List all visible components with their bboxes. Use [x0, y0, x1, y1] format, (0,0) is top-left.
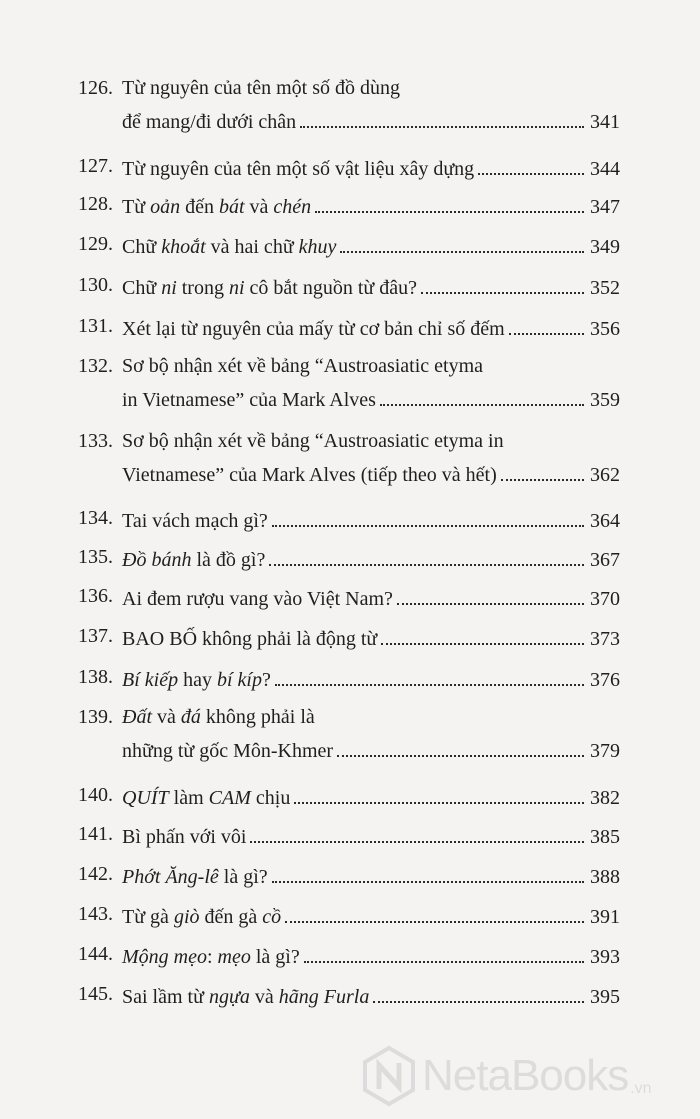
entry-title-line1	[122, 706, 315, 729]
italic-term: Mộng mẹo	[122, 946, 207, 968]
toc-line	[0, 585, 700, 613]
netabooks-logo-icon	[362, 1045, 416, 1107]
entry-number: 137.	[78, 625, 113, 647]
entry-title	[122, 906, 281, 929]
dot-leader	[501, 461, 584, 481]
title-text: Sai lầm từ	[122, 986, 209, 1008]
title-text: Chữ	[122, 236, 162, 258]
entry-title: Ai đem rượu vang vào Việt Nam?	[122, 588, 393, 610]
page-number: 391	[590, 906, 620, 928]
entry-title-row	[122, 823, 620, 849]
entry-number: 131.	[78, 315, 113, 337]
title-text: Từ gà	[122, 906, 174, 928]
title-text: Từ	[122, 196, 151, 218]
page-number: 393	[590, 946, 620, 968]
toc-line	[0, 625, 700, 653]
entry-title	[122, 236, 336, 259]
toc-line	[0, 108, 700, 136]
entry-title	[122, 946, 300, 969]
entry-title-row	[122, 108, 620, 134]
dot-leader	[380, 386, 584, 406]
entry-title-row	[122, 666, 620, 692]
entry-number: 140.	[78, 784, 113, 806]
entry-title-row	[122, 737, 620, 763]
entry-title-row	[122, 507, 620, 533]
entry-title-row	[122, 943, 620, 969]
title-text: làm	[168, 787, 209, 809]
dot-leader	[397, 585, 584, 605]
page-number: 370	[590, 588, 620, 610]
title-text: là gì?	[218, 866, 268, 888]
page-number: 373	[590, 628, 620, 650]
toc-line	[0, 863, 700, 891]
page-number: 352	[590, 277, 620, 299]
page-number: 347	[590, 196, 620, 218]
page-number: 362	[590, 464, 620, 486]
title-text: cô bắt nguồn từ đâu?	[244, 277, 417, 299]
title-text: trong	[176, 277, 229, 299]
entry-number: 136.	[78, 585, 113, 607]
entry-title	[122, 549, 265, 572]
italic-term: bát	[218, 196, 245, 218]
page-number: 367	[590, 549, 620, 571]
title-text: không phải là	[200, 706, 315, 728]
dot-leader	[304, 943, 584, 963]
entry-number: 129.	[78, 233, 113, 255]
entry-title-row	[122, 386, 620, 412]
entry-number: 139.	[78, 706, 113, 728]
dot-leader	[315, 193, 584, 213]
toc-line	[0, 546, 700, 574]
dot-leader	[300, 108, 584, 128]
page-number: 344	[590, 158, 620, 180]
entry-number: 141.	[78, 823, 113, 845]
entry-number: 134.	[78, 507, 113, 529]
watermark-brand: NetaBooks	[422, 1051, 629, 1100]
italic-term: giò	[173, 906, 200, 928]
entry-number: 144.	[78, 943, 113, 965]
entry-title	[122, 986, 369, 1009]
toc-line	[0, 903, 700, 931]
italic-term: ni	[161, 277, 177, 299]
toc-line	[0, 943, 700, 971]
entry-title	[122, 787, 290, 810]
page-number: 356	[590, 318, 620, 340]
entry-title-row	[122, 546, 620, 572]
dot-leader	[269, 546, 584, 566]
entry-number: 145.	[78, 983, 113, 1005]
page-number: 395	[590, 986, 620, 1008]
entry-title-row	[122, 461, 620, 487]
toc-line	[0, 737, 700, 765]
dot-leader	[421, 274, 584, 294]
dot-leader	[373, 983, 584, 1003]
toc-line	[0, 315, 700, 343]
dot-leader	[250, 823, 584, 843]
page-number: 359	[590, 389, 620, 411]
dot-leader	[478, 155, 584, 175]
page-number: 349	[590, 236, 620, 258]
dot-leader	[337, 737, 584, 757]
entry-number: 130.	[78, 274, 113, 296]
entry-number: 133.	[78, 430, 113, 452]
page-number: 376	[590, 669, 620, 691]
entry-title-row	[122, 863, 620, 889]
entry-number: 138.	[78, 666, 113, 688]
title-text: Chữ	[122, 277, 162, 299]
title-text: hay	[178, 669, 217, 691]
toc-line	[0, 193, 700, 221]
page-number: 364	[590, 510, 620, 532]
italic-term: CAM	[208, 787, 251, 809]
entry-title-line1: Từ nguyên của tên một số đồ dùng	[122, 77, 401, 99]
italic-term: khuy	[298, 236, 337, 258]
toc-line	[0, 823, 700, 851]
title-text: đến	[180, 196, 219, 218]
page-number: 388	[590, 866, 620, 888]
entry-title	[122, 277, 417, 300]
toc-line	[0, 706, 700, 734]
toc-line	[0, 507, 700, 535]
title-text: :	[206, 946, 218, 968]
entry-number: 128.	[78, 193, 113, 215]
italic-term: Phớt Ăng-lê	[122, 866, 219, 888]
entry-number: 126.	[78, 77, 113, 99]
title-text: và hai chữ	[205, 236, 299, 258]
italic-term: cồ	[262, 906, 282, 928]
entry-title-row	[122, 983, 620, 1009]
dot-leader	[381, 625, 584, 645]
page-number: 385	[590, 826, 620, 848]
entry-title: Bì phấn với vôi	[122, 826, 247, 848]
toc-line	[0, 77, 700, 105]
entry-title: những từ gốc Môn-Khmer	[122, 740, 334, 762]
entry-title-line1: Sơ bộ nhận xét về bảng “Austroasiatic etyma	[122, 355, 484, 377]
entry-title-row	[122, 784, 620, 810]
page-number: 341	[590, 111, 620, 133]
entry-title-row	[122, 193, 620, 219]
entry-title: in Vietnamese” của Mark Alves	[122, 389, 376, 411]
title-text: và	[249, 986, 279, 1008]
title-text: đến gà	[199, 906, 263, 928]
entry-title	[122, 196, 311, 219]
entry-title: Từ nguyên của tên một số vật liệu xây dựng	[122, 158, 475, 180]
toc-line	[0, 666, 700, 694]
toc-line	[0, 155, 700, 183]
italic-term: đá	[180, 706, 201, 728]
entry-number: 135.	[78, 546, 113, 568]
italic-term: Đồ bánh	[122, 549, 192, 571]
dot-leader	[285, 903, 584, 923]
italic-term: hãng Furla	[278, 986, 370, 1008]
title-text: là đồ gì?	[191, 549, 266, 571]
dot-leader	[275, 666, 584, 686]
italic-term: chén	[273, 196, 312, 218]
entry-title-row	[122, 274, 620, 300]
toc-line	[0, 233, 700, 261]
page-number: 382	[590, 787, 620, 809]
entry-title	[122, 866, 268, 889]
title-text: và	[152, 706, 181, 728]
italic-term: bí kíp	[216, 669, 262, 691]
title-text: là gì?	[250, 946, 300, 968]
toc-line	[0, 784, 700, 812]
title-text: ?	[261, 669, 271, 691]
dot-leader	[272, 863, 584, 883]
italic-term: ni	[228, 277, 245, 299]
entry-title: Vietnamese” của Mark Alves (tiếp theo và hết)	[122, 464, 497, 486]
entry-title-row	[122, 315, 620, 341]
italic-term: khoắt	[161, 236, 206, 258]
entry-number: 143.	[78, 903, 113, 925]
entry-title: để mang/đi dưới chân	[122, 111, 297, 133]
italic-term: mẹo	[217, 946, 251, 968]
entry-title	[122, 669, 271, 692]
italic-term: Bí kiếp	[122, 669, 179, 691]
dot-leader	[340, 233, 584, 253]
toc-line	[0, 355, 700, 383]
toc-line	[0, 274, 700, 302]
italic-term: ngựa	[208, 986, 250, 1008]
title-text: chịu	[250, 787, 291, 809]
entry-title-row	[122, 585, 620, 611]
toc-line	[0, 386, 700, 414]
entry-title-row	[122, 625, 620, 651]
entry-title-row	[122, 155, 620, 181]
toc-line	[0, 461, 700, 489]
toc-line	[0, 430, 700, 458]
entry-title-row	[122, 903, 620, 929]
entry-number: 142.	[78, 863, 113, 885]
entry-number: 127.	[78, 155, 113, 177]
italic-term: oản	[150, 196, 181, 218]
watermark-suffix: .vn	[630, 1080, 652, 1097]
italic-term: QUÍT	[122, 787, 169, 809]
entry-title: Tai vách mạch gì?	[122, 510, 268, 532]
dot-leader	[272, 507, 584, 527]
entry-title: BAO BỐ không phải là động từ	[122, 628, 378, 650]
dot-leader	[294, 784, 584, 804]
toc-line	[0, 983, 700, 1011]
entry-title-line1: Sơ bộ nhận xét về bảng “Austroasiatic etyma in	[122, 430, 504, 452]
entry-title: Xét lại từ nguyên của mấy từ cơ bản chỉ số đếm	[122, 318, 505, 340]
dot-leader	[509, 315, 584, 335]
watermark	[362, 1038, 700, 1114]
italic-term: Đất	[122, 706, 152, 728]
title-text: và	[244, 196, 274, 218]
page-number: 379	[590, 740, 620, 762]
entry-number: 132.	[78, 355, 113, 377]
entry-title-row	[122, 233, 620, 259]
